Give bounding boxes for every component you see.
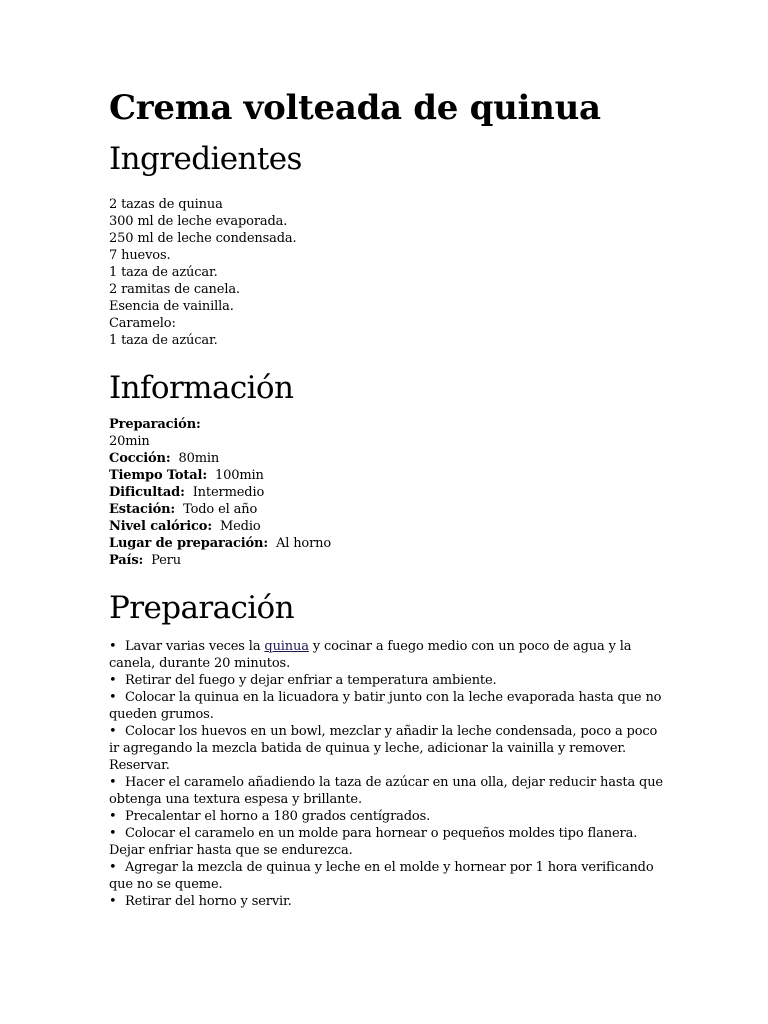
ingredient-item: 2 ramitas de canela. (109, 282, 240, 297)
bullet-icon: • (109, 894, 117, 909)
bullet-icon: • (109, 639, 117, 654)
step-text: Agregar la mezcla de quinua y leche en el molde y hornear por 1 hora verificando que no se queme. (109, 860, 654, 892)
info-row-cooking (109, 450, 669, 467)
info-value: 80min (178, 451, 220, 466)
info-row-preparation-time (109, 433, 669, 450)
info-key: Tiempo Total: (109, 468, 207, 483)
step-text: Lavar varias veces la (125, 639, 265, 654)
info-key: Dificultad: (109, 485, 185, 500)
bullet-icon: • (109, 860, 117, 875)
info-heading: Información (109, 370, 294, 406)
info-list (109, 416, 669, 569)
bullet-icon: • (109, 826, 117, 841)
info-value: Medio (219, 519, 261, 534)
ingredients-heading: Ingredientes (109, 141, 302, 177)
ingredient-item: Caramelo: (109, 316, 176, 331)
recipe-title: Crema volteada de quinua (109, 88, 601, 128)
step-item (109, 723, 669, 774)
step-item (109, 808, 669, 825)
info-row-total-time (109, 467, 669, 484)
step-item (109, 859, 669, 893)
info-value: 20min (109, 434, 150, 449)
ingredient-item: 2 tazas de quinua (109, 197, 223, 212)
ingredient-item: Esencia de vainilla. (109, 299, 234, 314)
preparation-steps (109, 638, 669, 910)
bullet-icon: • (109, 724, 117, 739)
ingredient-item: 7 huevos. (109, 248, 171, 263)
bullet-icon: • (109, 690, 117, 705)
info-row-calories (109, 518, 669, 535)
info-key: Preparación: (109, 417, 201, 432)
recipe-document (109, 86, 669, 910)
ingredient-item: 250 ml de leche condensada. (109, 231, 297, 246)
step-item (109, 774, 669, 808)
step-text: y cocinar a fuego medio con un poco de agua y la canela, durante 20 minutos. (109, 639, 632, 671)
step-item (109, 672, 669, 689)
info-value: Peru (151, 553, 181, 568)
info-row-preparation (109, 416, 669, 433)
info-value: 100min (214, 468, 264, 483)
info-key: País: (109, 553, 144, 568)
info-row-place (109, 535, 669, 552)
ingredient-item: 1 taza de azúcar. (109, 265, 218, 280)
info-value: Intermedio (192, 485, 265, 500)
step-item (109, 689, 669, 723)
info-value: Al horno (275, 536, 332, 551)
preparation-heading: Preparación (109, 590, 294, 626)
quinua-link[interactable]: quinua (264, 639, 309, 654)
info-key: Cocción: (109, 451, 171, 466)
ingredient-item: 300 ml de leche evaporada. (109, 214, 288, 229)
step-item (109, 638, 669, 672)
step-text: Retirar del horno y servir. (125, 894, 292, 909)
step-item (109, 825, 669, 859)
info-row-difficulty (109, 484, 669, 501)
info-key: Nivel calórico: (109, 519, 212, 534)
step-text: Retirar del fuego y dejar enfriar a temperatura ambiente. (125, 673, 497, 688)
step-text: Colocar el caramelo en un molde para hornear o pequeños moldes tipo flanera. Dejar enfriar hasta que se endurezca. (109, 826, 638, 858)
info-row-season (109, 501, 669, 518)
ingredient-item: 1 taza de azúcar. (109, 333, 218, 348)
info-key: Estación: (109, 502, 176, 517)
step-text: Hacer el caramelo añadiendo la taza de azúcar en una olla, dejar reducir hasta que obtenga una textura espesa y brillante. (109, 775, 663, 807)
info-value: Todo el año (183, 502, 258, 517)
step-item (109, 893, 669, 910)
ingredients-list (109, 196, 669, 349)
info-key: Lugar de preparación: (109, 536, 268, 551)
bullet-icon: • (109, 809, 117, 824)
bullet-icon: • (109, 673, 117, 688)
step-text: Colocar los huevos en un bowl, mezclar y añadir la leche condensada, poco a poco ir agregando la mezcla batida de quinua y leche, adicionar la vainilla y remover. Reservar. (109, 724, 658, 773)
info-row-country (109, 552, 669, 569)
step-text: Precalentar el horno a 180 grados centígrados. (125, 809, 431, 824)
step-text: Colocar la quinua en la licuadora y batir junto con la leche evaporada hasta que no queden grumos. (109, 690, 662, 722)
bullet-icon: • (109, 775, 117, 790)
